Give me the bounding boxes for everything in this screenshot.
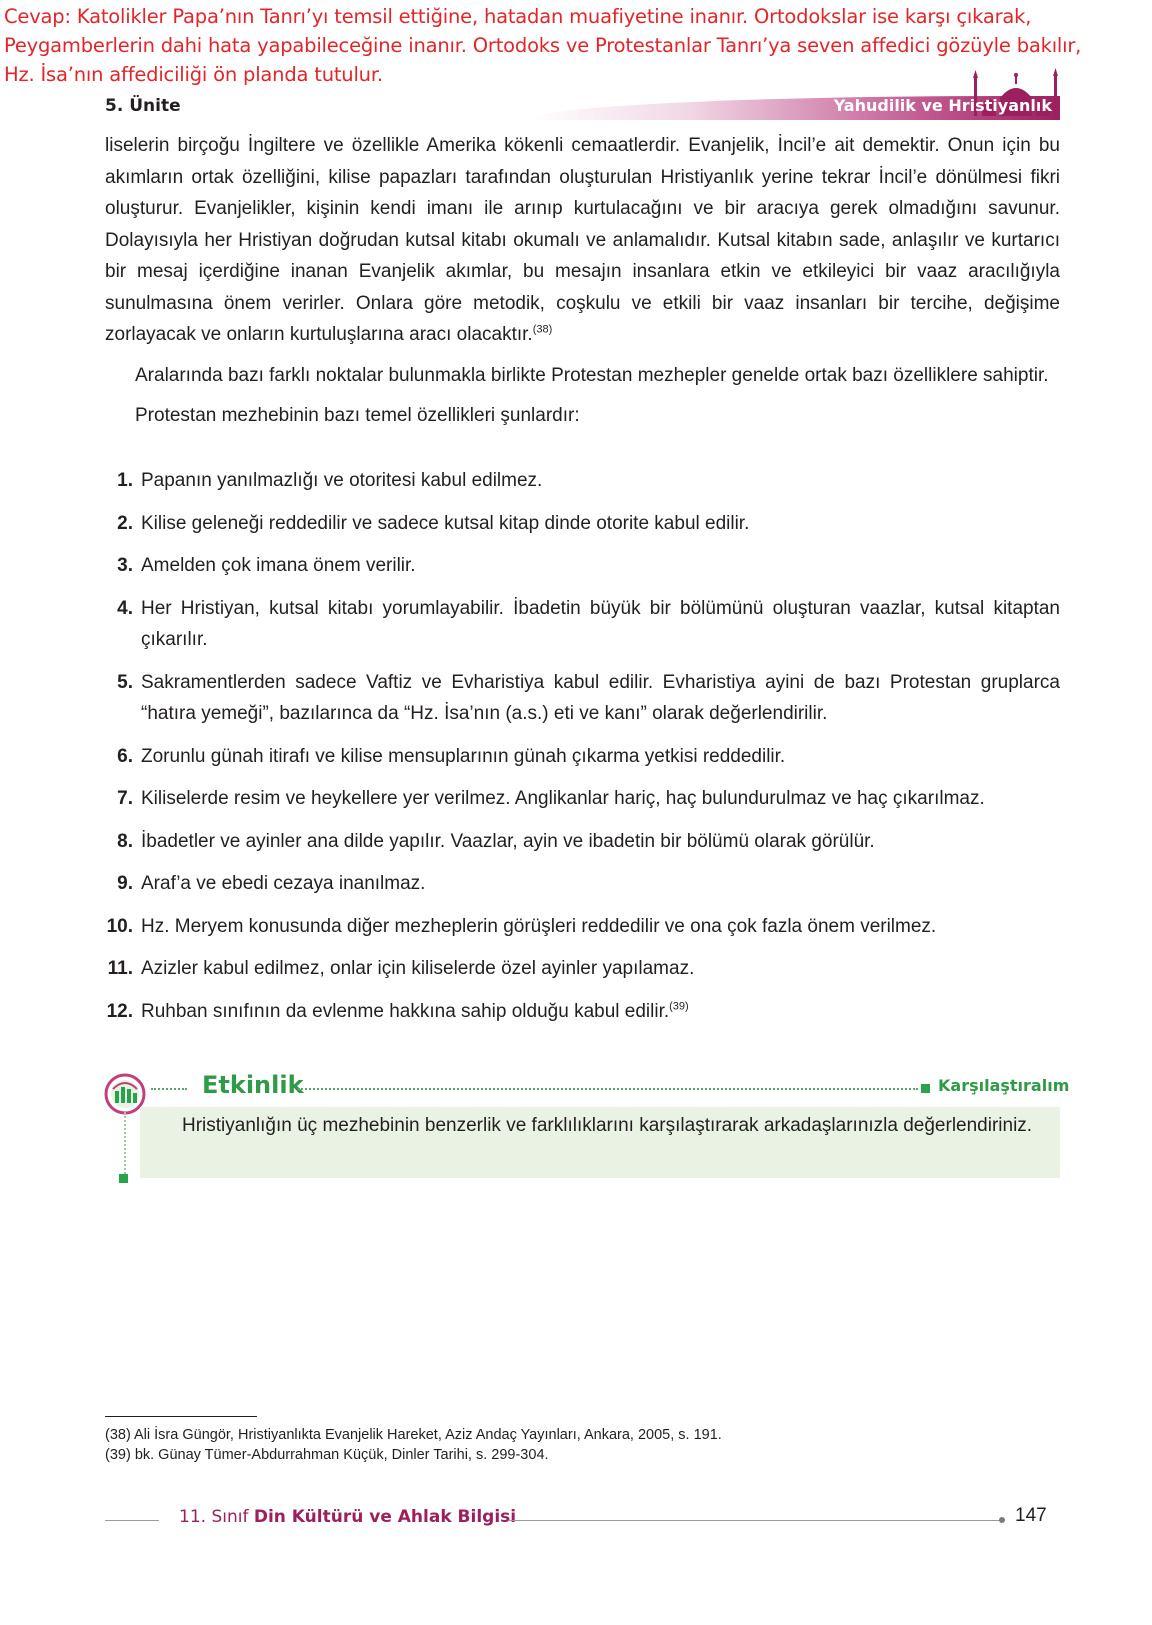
activity-marker <box>119 1174 128 1183</box>
list-item-number: 5. <box>117 671 133 693</box>
list-item <box>105 741 1060 773</box>
protestant-features-list <box>105 465 1060 1038</box>
list-item-text: İbadetler ve ayinler ana dilde yapılır. Vaazlar, ayin ve ibadetin bir bölümü olarak görülür. <box>141 830 875 852</box>
list-item-text: Her Hristiyan, kutsal kitabı yorumlayabilir. İbadetin büyük bir bölümünü oluşturan vaazlar, kutsal kitaptan çıkarılır. <box>141 597 1060 650</box>
list-item-number: 3. <box>117 555 133 576</box>
activity-tag-marker <box>921 1084 930 1093</box>
footnote-divider <box>105 1416 257 1417</box>
answer-note: Cevap: Katolikler Papa’nın Tanrı’yı temsil ettiğine, hatadan muafiyetine inanır. Ortodokslar ise karşı çıkarak, Peygamberlerin dahi hata yapabileceğine inanır. Ortodoks ve Protestanlar Tanrı’ya seven affedici gözüyle bakılır, Hz. İsa’nın affediciliği ön planda tutulur. <box>4 5 1082 86</box>
list-item-number: 8. <box>117 830 133 852</box>
list-item-text: Papanın yanılmazlığı ve otoritesi kabul edilmez. <box>141 470 543 491</box>
footer-divider-right <box>508 1520 1000 1521</box>
list-item-number: 2. <box>117 512 133 534</box>
list-item-text: Amelden çok imana önem verilir. <box>141 555 416 576</box>
list-item-text: Kilise geleneği reddedilir ve sadece kutsal kitap dinde otorite kabul edilir. <box>141 512 750 534</box>
list-item <box>105 953 1060 985</box>
unit-label: 5. Ünite <box>105 96 181 116</box>
paragraph-protestant-common: Aralarında bazı farklı noktalar bulunmakla birlikte Protestan mezhepler genelde ortak bazı özelliklere sahiptir. <box>135 364 1049 386</box>
list-item-number: 4. <box>117 597 133 619</box>
footnote-39: (39) bk. Günay Tümer-Abdurrahman Küçük, Dinler Tarihi, s. 299-304. <box>105 1447 549 1463</box>
footer-dot <box>999 1517 1005 1523</box>
list-item-number: 9. <box>117 873 133 894</box>
activity-divider-left <box>151 1088 187 1090</box>
list-item-text: Araf’a ve ebedi cezaya inanılmaz. <box>141 873 426 894</box>
list-item <box>105 868 1060 900</box>
list-item-text: Kiliselerde resim ve heykellere yer verilmez. Anglikanlar hariç, haç bulundurulmaz ve haç çıkarılmaz. <box>141 788 985 809</box>
footnote-ref-38: (38) <box>532 323 553 336</box>
list-item <box>105 550 1060 582</box>
list-item <box>105 465 1060 497</box>
footer-book-title <box>179 1507 516 1527</box>
footnote-38: (38) Ali İsra Güngör, Hristiyanlıkta Evanjelik Hareket, Aziz Andaç Yayınları, Ankara, 2005, s. 191. <box>105 1427 722 1443</box>
activity-tag: Karşılaştıralım <box>938 1076 1070 1095</box>
list-item <box>105 508 1060 540</box>
activity-text: Hristiyanlığın üç mezhebinin benzerlik ve farklılıklarını karşılaştırarak arkadaşlarınızla değerlendiriniz. <box>182 1115 1033 1136</box>
list-item-number: 10. <box>106 915 133 937</box>
list-item <box>105 783 1060 815</box>
list-item-text: Sakramentlerden sadece Vaftiz ve Evharistiya kabul edilir. Evharistiya ayini de bazı Protestan gruplarca “hatıra yemeği”, bazılarınca da “Hz. İsa’nın (a.s.) eti ve kanı” olarak değerlendirilir. <box>141 671 1060 724</box>
list-item-number: 6. <box>117 745 133 767</box>
activity-title: Etkinlik <box>202 1071 304 1099</box>
activity-divider-right <box>298 1088 918 1090</box>
list-item-number: 7. <box>117 788 133 809</box>
paragraph-list-intro: Protestan mezhebinin bazı temel özellikleri şunlardır: <box>135 405 580 426</box>
footer-divider-left <box>105 1520 159 1521</box>
list-item <box>105 593 1060 656</box>
footnote-ref-39: (39) <box>669 1000 689 1013</box>
footer-book-name: Din Kültürü ve Ahlak Bilgisi <box>253 1507 517 1527</box>
list-item-number: 12. <box>106 1000 133 1022</box>
list-item-text: Azizler kabul edilmez, onlar için kiliselerde özel ayinler yapılamaz. <box>141 958 695 979</box>
page-number: 147 <box>1015 1505 1047 1526</box>
list-item <box>105 911 1060 943</box>
main-text <box>105 130 1060 432</box>
footer-grade: 11. Sınıf <box>179 1507 249 1527</box>
list-item-text: Zorunlu günah itirafı ve kilise mensuplarının günah çıkarma yetkisi reddedilir. <box>141 745 786 767</box>
list-item-text: Ruhban sınıfının da evlenme hakkına sahip olduğu kabul edilir. <box>141 1000 670 1022</box>
footnotes <box>105 1425 722 1465</box>
list-item-text: Hz. Meryem konusunda diğer mezheplerin görüşleri reddedilir ve ona çok fazla önem verilmez. <box>141 915 937 937</box>
list-item <box>105 826 1060 858</box>
list-item <box>105 667 1060 730</box>
paragraph-1-text: liselerin birçoğu İngiltere ve özellikle Amerika kökenli cemaatlerdir. Evanjelik, İncil’e ait demektir. Onun için bu akımların ortak özelliğini, kilise papazları tarafından oluşturulan Hristiyanlık yerine tekrar İncil’e dönülmesi fikri oluşturur. Evanjelikler, kişinin kendi imanı ile arınıp kurtulacağını ve bir aracıya gerek olmadığını savunur. Dolayısıyla her Hristiyan doğrudan kutsal kitabı okumalı ve anlamalıdır. Kutsal kitabın sade, anlaşılır ve kurtarıcı bir mesaj içerdiğine inanan Evanjelik akımlar, bu mesajın insanlara etkin ve etkileyici bir vaaz aracılığıyla sunulmasına önem verirler. Onlara göre metodik, coşkulu ve etkili bir vaaz insanları bir tercihe, değişime zorlayacak ve onların kurtuluşlarına aracı olacaktır. <box>105 135 1060 345</box>
chapter-title: Yahudilik ve Hristiyanlık <box>833 96 1052 115</box>
activity-divider-vertical <box>124 1112 126 1178</box>
list-item-number: 1. <box>117 470 133 491</box>
paragraph-evangelical <box>105 130 1060 351</box>
list-item <box>105 996 1060 1028</box>
list-item-number: 11. <box>107 958 133 979</box>
